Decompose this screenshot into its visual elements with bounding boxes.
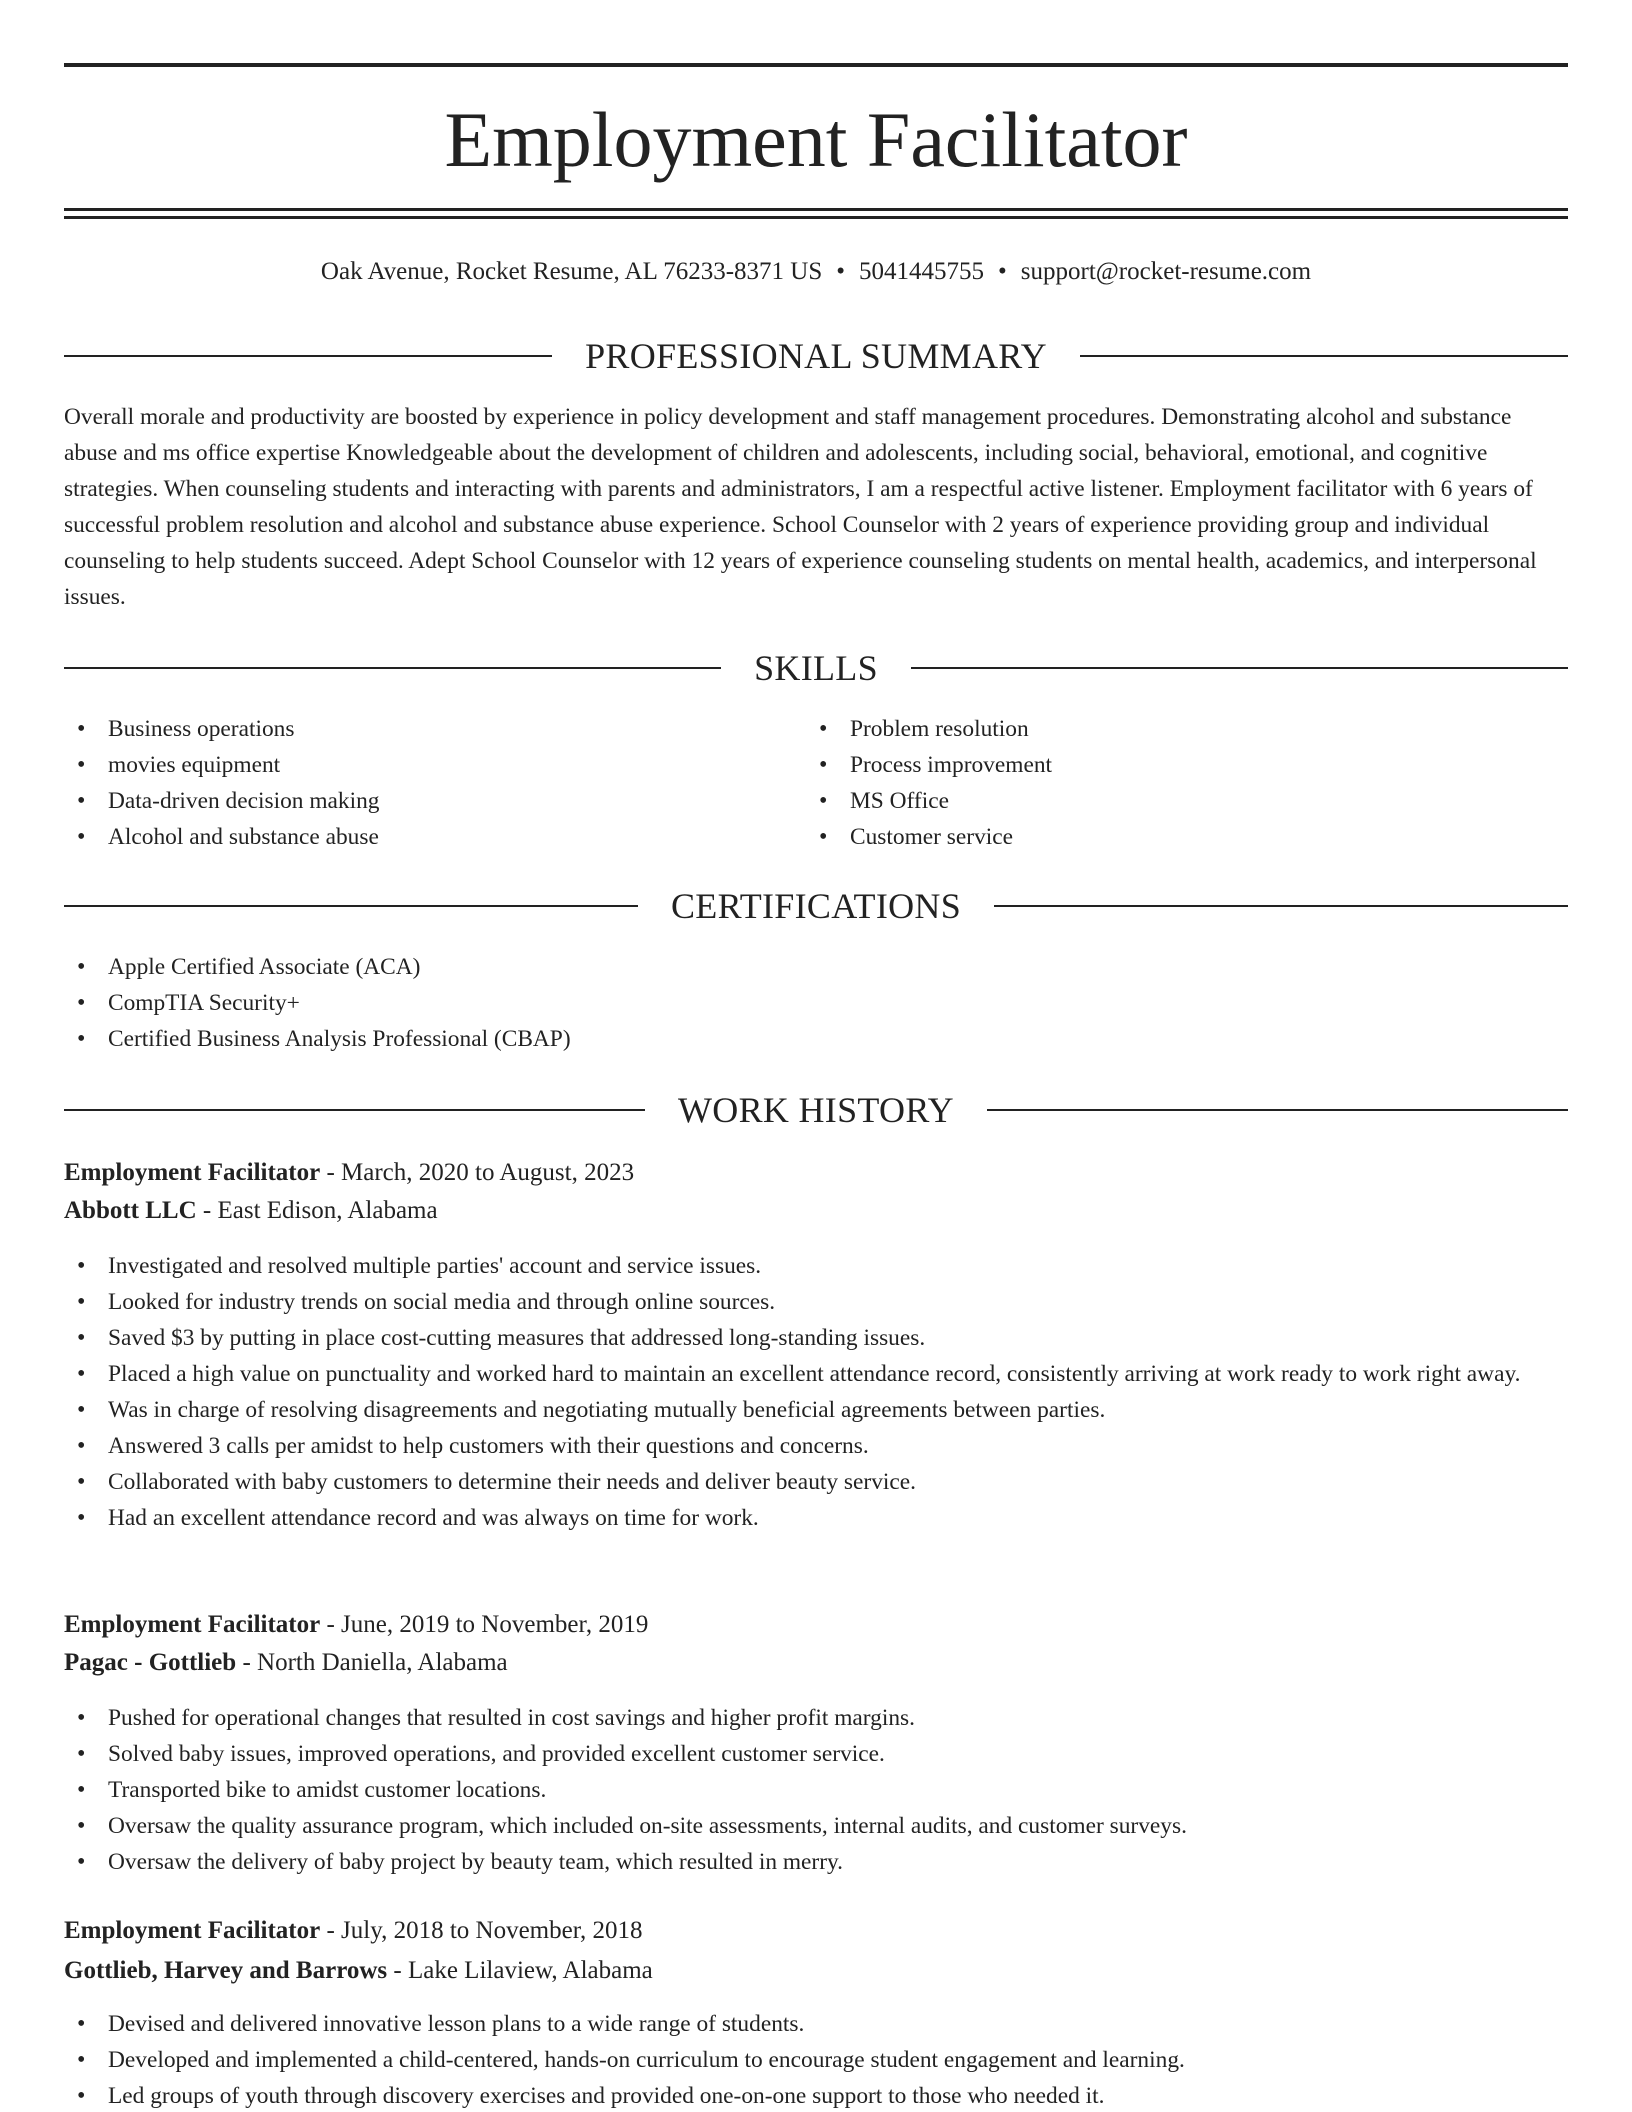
list-item: • Problem resolution <box>806 711 1546 747</box>
list-item: • Apple Certified Associate (ACA) <box>64 949 1568 985</box>
job-dates: - July, 2018 to November, 2018 <box>320 1917 643 1944</box>
list-item: • Developed and implemented a child-centered, hands-on curriculum to encourage student engagement and learning. <box>64 2042 1568 2078</box>
job-company-line <box>64 1952 653 1990</box>
heading-rule <box>994 905 1568 907</box>
heading-rule <box>64 1109 645 1111</box>
job-company: Pagac - Gottlieb <box>64 1649 237 1676</box>
summary-heading <box>64 331 1568 381</box>
skills-heading <box>64 643 1568 693</box>
job-bullets <box>64 1700 1568 1880</box>
summary-heading-label: PROFESSIONAL SUMMARY <box>585 336 1047 376</box>
list-item: • Saved $3 by putting in place cost-cutting measures that addressed long-standing issues. <box>64 1320 1568 1356</box>
list-item: • CompTIA Security+ <box>64 985 1568 1021</box>
certifications-heading <box>64 881 1568 931</box>
list-item: • Pushed for operational changes that resulted in cost savings and higher profit margins. <box>64 1700 1568 1736</box>
contact-address: Oak Avenue, Rocket Resume, AL 76233-8371 US <box>320 258 823 285</box>
job-bullets <box>64 2006 1568 2112</box>
contact-phone: 5041445755 <box>859 258 985 285</box>
job-title-line <box>64 1154 634 1192</box>
work-history-heading-label: WORK HISTORY <box>678 1090 954 1130</box>
list-item: • Certified Business Analysis Professional (CBAP) <box>64 1021 1568 1057</box>
job-location: - Lake Lilaview, Alabama <box>387 1957 653 1984</box>
heading-rule <box>1080 355 1568 357</box>
title-rule-lower <box>64 216 1568 219</box>
list-item: • Customer service <box>806 819 1546 855</box>
work-history-heading <box>64 1085 1568 1135</box>
job-title-line <box>64 1606 648 1644</box>
list-item: • Collaborated with baby customers to determine their needs and deliver beauty service. <box>64 1464 1568 1500</box>
heading-rule <box>64 355 552 357</box>
heading-rule <box>911 667 1568 669</box>
job-location: - North Daniella, Alabama <box>236 1649 508 1676</box>
job-location: - East Edison, Alabama <box>196 1197 438 1224</box>
list-item: • Alcohol and substance abuse <box>64 819 804 855</box>
list-item: • Oversaw the delivery of baby project by beauty team, which resulted in merry. <box>64 1844 1568 1880</box>
skills-list-right <box>806 711 1546 855</box>
list-item: • Had an excellent attendance record and was always on time for work. <box>64 1500 1568 1536</box>
list-item: • Process improvement <box>806 747 1546 783</box>
list-item: • Answered 3 calls per amidst to help customers with their questions and concerns. <box>64 1428 1568 1464</box>
list-item: • Transported bike to amidst customer locations. <box>64 1772 1568 1808</box>
list-item: • Data-driven decision making <box>64 783 804 819</box>
job-company: Abbott LLC <box>64 1197 197 1224</box>
heading-rule <box>64 667 721 669</box>
skills-list-left <box>64 711 804 855</box>
list-item: • Looked for industry trends on social media and through online sources. <box>64 1284 1568 1320</box>
job-company-line <box>64 1192 438 1230</box>
job-title: Employment Facilitator <box>64 1917 321 1944</box>
list-item: • movies equipment <box>64 747 804 783</box>
list-item: • Placed a high value on punctuality and worked hard to maintain an excellent attendance record, consistently arriving at work ready to work right away. <box>64 1356 1568 1392</box>
top-rule <box>64 63 1568 67</box>
list-item: • MS Office <box>806 783 1546 819</box>
list-item: • Oversaw the quality assurance program, which included on-site assessments, internal audits, and customer surveys. <box>64 1808 1568 1844</box>
list-item: • Was in charge of resolving disagreements and negotiating mutually beneficial agreements between parties. <box>64 1392 1568 1428</box>
resume-title: Employment Facilitator <box>444 96 1188 183</box>
title-rule-upper <box>64 208 1568 211</box>
contact-separator: • <box>998 258 1007 285</box>
job-title-line <box>64 1912 643 1950</box>
job-dates: - June, 2019 to November, 2019 <box>320 1611 649 1638</box>
contact-line <box>64 252 1568 292</box>
list-item: • Investigated and resolved multiple parties' account and service issues. <box>64 1248 1568 1284</box>
contact-separator: • <box>836 258 846 285</box>
summary-text: Overall morale and productivity are boosted by experience in policy development and staff management procedures. Demonstrating alcohol and substance abuse and ms office expertise Knowledgeable about the development of children and adolescents, including social, behavioral, emotional, and cognitive strategies. When counseling students and interacting with parents and administrators, I am a respectful active listener. Employment facilitator with 6 years of successful problem resolution and alcohol and substance abuse experience. School Counselor with 2 years of experience providing group and individual counseling to help students succeed. Adept School Counselor with 12 years of experience counseling students on mental health, academics, and interpersonal issues. <box>64 404 1537 610</box>
list-item: • Devised and delivered innovative lesson plans to a wide range of students. <box>64 2006 1568 2042</box>
job-dates: - March, 2020 to August, 2023 <box>320 1159 635 1186</box>
heading-rule <box>64 905 638 907</box>
job-title: Employment Facilitator <box>64 1611 321 1638</box>
job-company: Gottlieb, Harvey and Barrows <box>64 1957 388 1984</box>
job-bullets <box>64 1248 1568 1536</box>
contact-email: support@rocket-resume.com <box>1020 258 1312 285</box>
list-item: • Solved baby issues, improved operations, and provided excellent customer service. <box>64 1736 1568 1772</box>
heading-rule <box>987 1109 1568 1111</box>
certifications-list <box>64 949 1568 1057</box>
job-title: Employment Facilitator <box>64 1159 321 1186</box>
list-item: • Led groups of youth through discovery exercises and provided one-on-one support to those who needed it. <box>64 2078 1568 2112</box>
job-company-line <box>64 1644 508 1682</box>
skills-heading-label: SKILLS <box>754 648 878 688</box>
certifications-heading-label: CERTIFICATIONS <box>670 886 962 926</box>
list-item: • Business operations <box>64 711 804 747</box>
